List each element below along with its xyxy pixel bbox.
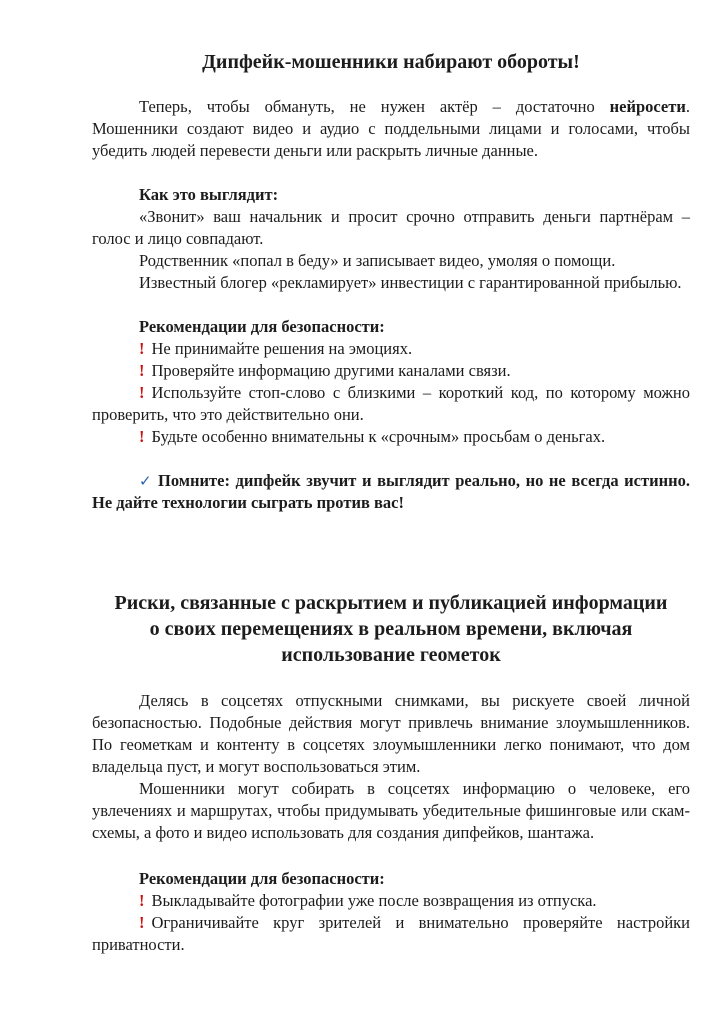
section2-title-line: использование геометок	[281, 644, 501, 666]
how-item: Известный блогер «рекламирует» инвестиции с гарантированной прибылью.	[139, 273, 682, 292]
rec-item-text: Будьте особенно внимательны к «срочным» просьбам о деньгах.	[151, 427, 606, 446]
rec-item-text: Используйте стоп-слово с близкими – короткий код, по которому можно проверить, что это действительно они.	[92, 383, 690, 424]
rec-item-text: Не принимайте решения на эмоциях.	[151, 339, 413, 358]
warning-exclamation-icon: !	[139, 427, 145, 446]
intro-text-bold: нейросети	[609, 97, 686, 116]
section1-rec-heading: Рекомендации для безопасности:	[139, 317, 385, 336]
intro-text-start: Теперь, чтобы обмануть, не нужен актёр – достаточно	[139, 97, 610, 116]
reminder-text: Помните: дипфейк звучит и выглядит реально, но не всегда истинно. Не дайте технологии сыграть против вас!	[92, 471, 690, 512]
rec-item	[92, 338, 690, 360]
rec-item-text: Проверяйте информацию другими каналами связи.	[151, 361, 511, 380]
rec-item	[92, 912, 690, 956]
warning-exclamation-icon: !	[139, 913, 145, 932]
warning-exclamation-icon: !	[139, 891, 145, 910]
how-item: Родственник «попал в беду» и записывает видео, умоляя о помощи.	[139, 251, 616, 270]
section2-rec-heading: Рекомендации для безопасности:	[139, 869, 385, 888]
section2-title-line: о своих перемещениях в реальном времени, включая	[149, 618, 633, 640]
reminder-paragraph	[92, 470, 690, 514]
rec-item-text: Ограничивайте круг зрителей и внимательно проверяйте настройки приватности.	[92, 913, 690, 954]
rec-item	[92, 426, 690, 448]
section1-intro-paragraph	[92, 96, 690, 162]
intro-text-end: . Мошенники создают видео и аудио с поддельными лицами и голосами, чтобы убедить людей перевести деньги или раскрыть личные данные.	[92, 97, 690, 160]
how-item: «Звонит» ваш начальник и просит срочно отправить деньги партнёрам – голос и лицо совпадают.	[92, 207, 690, 248]
section1-how-heading: Как это выглядит:	[139, 185, 279, 204]
warning-exclamation-icon: !	[139, 339, 145, 358]
warning-exclamation-icon: !	[139, 383, 145, 402]
rec-item	[92, 382, 690, 426]
section1-title: Дипфейк-мошенники набирают обороты!	[202, 51, 580, 73]
section2-title	[92, 590, 690, 668]
rec-item	[92, 360, 690, 382]
rec-item-text: Выкладывайте фотографии уже после возвращения из отпуска.	[151, 891, 597, 910]
section2-title-line: Риски, связанные с раскрытием и публикацией информации	[114, 592, 668, 614]
checkmark-icon: ✓	[139, 472, 154, 490]
section2-paragraph: Делясь в соцсетях отпускными снимками, вы рискуете своей личной безопасностью. Подобные действия могут привлечь внимание злоумышленников. По геометкам и контенту в соцсетях злоумышленники легко понимают, что дом владельца пуст, и могут воспользоваться этим.	[92, 691, 690, 776]
section2-paragraph: Мошенники могут собирать в соцсетях информацию о человеке, его увлечениях и маршрутах, чтобы придумывать убедительные фишинговые или скам-схемы, а фото и видео использовать для создания дипфейков, шантажа.	[92, 779, 690, 842]
warning-exclamation-icon: !	[139, 361, 145, 380]
rec-item	[92, 890, 690, 912]
